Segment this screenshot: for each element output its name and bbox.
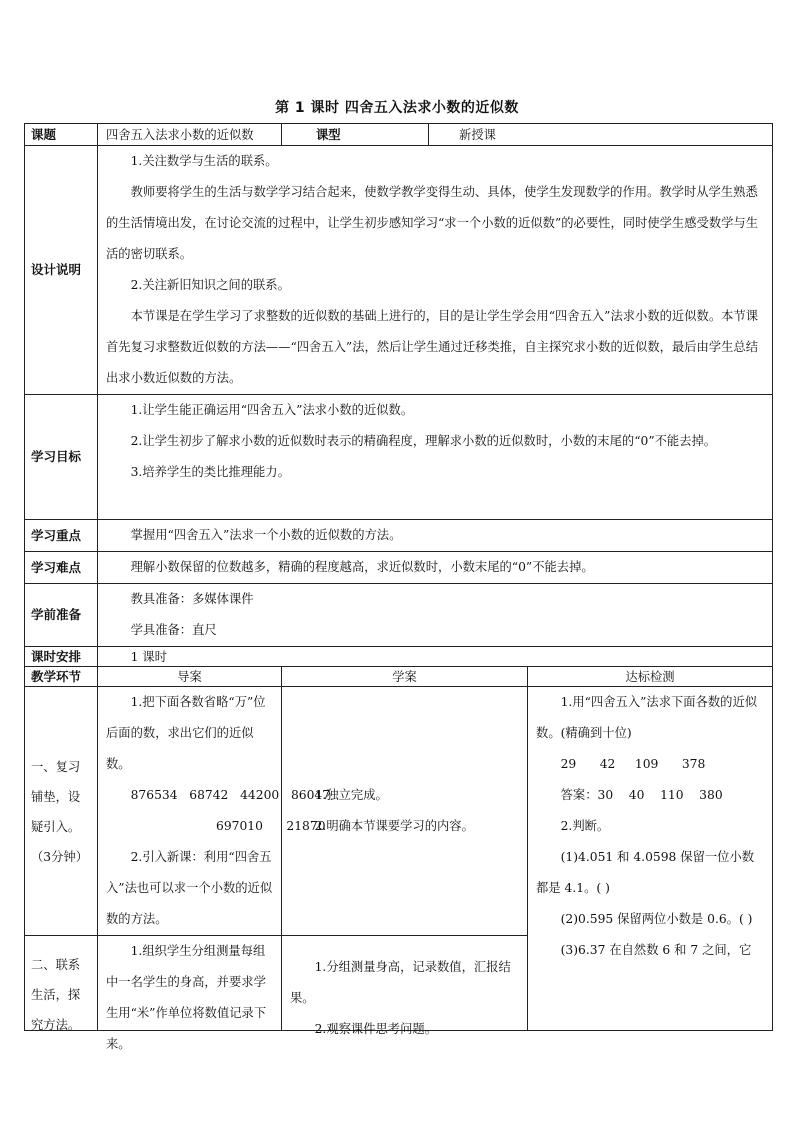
check-item: 2.判断。 [560, 819, 610, 833]
check-answer: 答案：30 40 110 380 [560, 788, 723, 802]
stage1-name: 一、复习铺垫，设疑引入。（3分钟） [25, 687, 98, 936]
check-item: (1)4.051 和 4.0598 保留一位小数都是 4.1。( ) [536, 850, 755, 895]
check-item: (2)0.595 保留两位小数是 0.6。( ) [560, 912, 753, 926]
check-item: 1.用“四舍五入”法求下面各数的近似数。(精确到十位) [536, 695, 758, 740]
difficulty-row [25, 552, 773, 584]
design-paragraph: 教师要将学生的生活与数学学习结合起来，使数学教学变得生动、具体，使学生发现数学的作用。教学时从学生熟悉的生活情境出发，在讨论交流的过程中，让学生初步感知学习“求一个小数的近似数”的必要性，同时使学生感受数学与生活的密切联系。 [106, 185, 759, 261]
study-item: 2.明确本节课要学习的内容。 [314, 819, 474, 833]
check-item: (3)6.37 在自然数 6 和 7 之间，它 [560, 943, 752, 957]
header-study: 学案 [282, 667, 528, 687]
preparation-label: 学前准备 [25, 584, 98, 647]
header-stage: 教学环节 [25, 667, 98, 687]
topic-row [25, 124, 773, 146]
schedule-text: 1 课时 [130, 649, 167, 664]
check-numbers: 29 42 109 378 [560, 757, 706, 771]
preparation-row [25, 584, 773, 647]
design-paragraph: 2.关注新旧知识之间的联系。 [130, 278, 290, 292]
schedule-content [98, 647, 773, 667]
header-guide: 导案 [98, 667, 282, 687]
goals-label: 学习目标 [25, 395, 98, 520]
teacher-prep: 教具准备：多媒体课件 [130, 592, 254, 606]
design-paragraph: 1.关注数学与生活的联系。 [130, 154, 278, 168]
goal-item: 2.让学生初步了解求小数的近似数时表示的精确程度，理解求小数的近似数时，小数的末尾的“0”不能去掉。 [130, 434, 717, 448]
study-item: 1.分组测量身高，记录数值，汇报结果。 [290, 960, 511, 1005]
schedule-row [25, 647, 773, 667]
stage1-guide [98, 687, 331, 936]
student-prep: 学具准备：直尺 [130, 623, 217, 637]
stage2-guide [98, 936, 282, 1051]
key-point-content [98, 520, 773, 552]
guide-item: 1.组织学生分组测量每组中一名学生的身高，并要求学生用“米”作单位将数值记录下来。 [106, 944, 267, 1051]
goal-item: 1.让学生能正确运用“四舍五入”法求小数的近似数。 [130, 403, 414, 417]
guide-item: 2.引入新课：利用“四舍五入”法也可以求一个小数的近似数的方法。 [106, 850, 273, 926]
design-label: 设计说明 [25, 146, 98, 395]
difficulty-label: 学习难点 [25, 552, 98, 584]
design-row [25, 146, 773, 395]
study-item: 2.观察课件思考问题。 [314, 1022, 437, 1036]
key-point-label: 学习重点 [25, 520, 98, 552]
design-content [98, 146, 773, 395]
guide-item: 1.把下面各数省略“万”位后面的数，求出它们的近似数。 [106, 695, 266, 771]
lesson-type-value: 新授课 [429, 124, 773, 146]
schedule-label: 课时安排 [25, 647, 98, 667]
stage2-name: 二、联系生活，探究方法。 [31, 958, 81, 1032]
preparation-content [98, 584, 773, 647]
goals-row [25, 395, 773, 520]
guide-numbers: 876534 68742 44200 86047 [130, 788, 331, 802]
header-check: 达标检测 [528, 667, 773, 687]
guide-numbers: 697010 21870 [216, 819, 326, 833]
lesson-type-label: 课型 [282, 124, 429, 146]
difficulty-text: 理解小数保留的位数越多，精确的程度越高，求近似数时，小数末尾的“0”不能去掉。 [130, 560, 594, 574]
lesson-plan-table [24, 123, 773, 1051]
stage1-study [282, 687, 528, 936]
difficulty-content [98, 552, 773, 584]
process-header-row [25, 667, 773, 687]
stage2-cell [25, 936, 98, 1031]
goals-content [98, 395, 773, 520]
key-point-row [25, 520, 773, 552]
study-item: 1.独立完成。 [314, 788, 388, 802]
check-content [528, 687, 773, 1031]
goal-item: 3.培养学生的类比推理能力。 [130, 465, 290, 479]
stage2-study [282, 936, 528, 1036]
key-point-text: 掌握用“四舍五入”法求一个小数的近似数的方法。 [130, 528, 402, 542]
topic-label: 课题 [25, 124, 98, 146]
topic-value: 四舍五入法求小数的近似数 [98, 124, 282, 146]
page-title: 第 1 课时 四舍五入法求小数的近似数 [275, 100, 519, 116]
stage1-row [25, 687, 773, 936]
design-paragraph: 本节课是在学生学习了求整数的近似数的基础上进行的，目的是让学生学会用“四舍五入”法求小数的近似数。本节课首先复习求整数近似数的方法——“四舍五入”法，然后让学生通过迁移类推，自主探究求小数的近似数，最后由学生总结出求小数近似数的方法。 [106, 309, 759, 385]
